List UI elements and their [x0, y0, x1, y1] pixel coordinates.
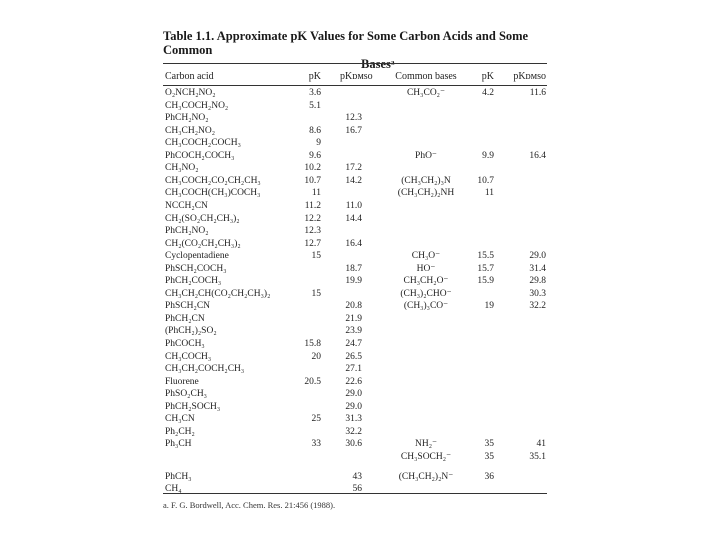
base-name: CH₃CH₂O⁻	[403, 276, 449, 287]
carbon-acid-pk: 3.6	[309, 88, 321, 98]
carbon-acid-pkdmso: 20.8	[345, 301, 362, 312]
base-name: (CH₃)₃CO⁻	[403, 301, 449, 312]
carbon-acid-pkdmso: 18.7	[345, 263, 362, 274]
carbon-acid-pkdmso: 56	[352, 484, 362, 495]
carbon-acid-pkdmso: 11.0	[345, 200, 362, 211]
header-pk-acid: pK	[308, 71, 321, 82]
carbon-acid-name: PhCH₂NO₂	[165, 113, 209, 124]
carbon-acid-pk: 12.7	[304, 238, 321, 249]
base-pk: 11	[484, 188, 494, 199]
carbon-acid-name: CH₃COCH(CH₃)COCH₃	[165, 188, 261, 199]
carbon-acid-pk: 33	[311, 439, 321, 450]
carbon-acid-pk: 15	[311, 288, 321, 299]
carbon-acid-name: Fluorene	[165, 376, 199, 387]
carbon-acid-pk: 8.6	[309, 125, 321, 136]
base-pk: 15.7	[477, 263, 494, 274]
carbon-acid-pkdmso: 23.9	[345, 326, 362, 337]
carbon-acid-name: CH₃COCH₂NO₂	[165, 100, 229, 111]
carbon-acid-pk: 20.5	[304, 376, 321, 387]
carbon-acid-name: CH₃CN	[165, 414, 195, 425]
base-pk: 35	[484, 439, 494, 450]
base-pk: 15.5	[477, 251, 494, 262]
carbon-acid-name: PhCH₂CN	[165, 313, 205, 324]
carbon-acid-pkdmso: 17.2	[345, 163, 362, 174]
carbon-acid-pkdmso: 12.3	[345, 113, 362, 124]
carbon-acid-name: CH₃COCH₂CO₂CH₂CH₃	[165, 175, 261, 186]
base-name: (CH₃CH₂)₃N	[401, 175, 451, 186]
carbon-acid-name: NCCH₂CN	[165, 200, 208, 211]
carbon-acid-pk: 10.7	[304, 175, 321, 186]
carbon-acid-pkdmso: 19.9	[345, 276, 362, 287]
base-pkdmso: 41	[536, 439, 546, 450]
carbon-acid-name: CH₃CH₂COCH₂CH₃	[165, 364, 245, 375]
carbon-acid-name: PhSO₂CH₃	[165, 389, 207, 400]
base-pkdmso: 11.6	[529, 88, 546, 98]
carbon-acid-name: PhCOCH₂COCH₃	[165, 150, 235, 161]
carbon-acid-pkdmso: 14.2	[345, 175, 362, 186]
carbon-acid-pkdmso: 31.3	[345, 414, 362, 425]
carbon-acid-pk: 10.2	[304, 163, 321, 174]
caption-line-1: Table 1.1. Approximate pK Values for Some Carbon Acids and Some Common	[163, 29, 529, 57]
base-name: (CH₃)₂CHO⁻	[400, 288, 452, 299]
carbon-acid-pk: 11.2	[304, 200, 321, 211]
carbon-acid-name: CH₃COCH₃	[165, 351, 212, 362]
carbon-acid-pkdmso: 30.6	[345, 439, 362, 450]
base-pkdmso: 29.8	[529, 276, 546, 287]
base-name: HO⁻	[416, 263, 436, 274]
carbon-acid-name: CH₃CH₂CH(CO₂CH₂CH₃)₂	[165, 288, 271, 299]
carbon-acid-name: CH₃CH₂NO₂	[165, 125, 216, 136]
carbon-acid-name: Ph₂CH₂	[165, 426, 195, 437]
base-pk: 9.9	[482, 150, 494, 161]
carbon-acid-pkdmso: 43	[352, 471, 362, 482]
carbon-acid-pkdmso: 14.4	[345, 213, 362, 224]
carbon-acid-name: O₂NCH₂NO₂	[165, 88, 216, 98]
footnote: a. F. G. Bordwell, Acc. Chem. Res. 21:456 (1988).	[163, 500, 336, 510]
base-pk: 4.2	[482, 88, 494, 98]
base-pkdmso: 29.0	[529, 251, 546, 262]
carbon-acid-pk: 20	[311, 351, 321, 362]
carbon-acid-name: PhCH₃	[165, 471, 192, 482]
carbon-acid-name: CH₃COCH₂COCH₃	[165, 138, 241, 149]
carbon-acid-name: Cyclopentadiene	[165, 251, 229, 262]
carbon-acid-pkdmso: 29.0	[345, 389, 362, 400]
header-common-bases: Common bases	[395, 71, 457, 82]
carbon-acid-pkdmso: 27.1	[345, 364, 362, 375]
base-name: CH₃CO₂⁻	[406, 88, 446, 98]
carbon-acid-name: PhCH₂NO₂	[165, 226, 209, 237]
base-pkdmso: 31.4	[529, 263, 546, 274]
base-name: PhO⁻	[415, 150, 437, 161]
carbon-acid-pk: 12.2	[304, 213, 321, 224]
carbon-acid-pk: 15	[311, 251, 321, 262]
caption-line-2: Basesᵃ	[361, 57, 395, 71]
base-name: CH₃O⁻	[411, 251, 441, 262]
carbon-acid-pkdmso: 22.6	[345, 376, 362, 387]
base-pk: 15.9	[477, 276, 494, 287]
carbon-acid-name: PhSCH₂CN	[165, 301, 211, 312]
top-rule	[163, 63, 547, 64]
carbon-acid-pk: 25	[311, 414, 321, 425]
carbon-acid-name: PhCH₂COCH₃	[165, 276, 222, 287]
carbon-acid-name: CH₃NO₂	[165, 163, 199, 174]
base-pkdmso: 32.2	[529, 301, 546, 312]
carbon-acid-pk: 11	[311, 188, 321, 199]
carbon-acid-pkdmso: 21.9	[345, 313, 362, 324]
base-pkdmso: 16.4	[529, 150, 546, 161]
carbon-acid-pkdmso: 26.5	[345, 351, 362, 362]
base-name: (CH₃CH₂)₂NH	[397, 188, 455, 199]
header-pkdmso-base: pKᴅᴍsᴏ	[513, 71, 546, 82]
carbon-acid-name: Ph₃CH	[165, 439, 192, 450]
carbon-acid-name: (PhCH₂)₂SO₂	[165, 326, 217, 337]
carbon-acid-name: PhCOCH₃	[165, 339, 205, 349]
base-pkdmso: 35.1	[529, 451, 546, 462]
header-carbon-acid: Carbon acid	[165, 71, 214, 82]
carbon-acid-name: CH₄	[165, 484, 182, 495]
base-name: (CH₃CH₂)₂N⁻	[398, 471, 454, 482]
header-pkdmso-acid: pKᴅᴍsᴏ	[340, 71, 373, 82]
base-pk: 10.7	[477, 175, 494, 186]
carbon-acid-pk: 15.8	[304, 339, 321, 349]
carbon-acid-pkdmso: 16.7	[345, 125, 362, 136]
table-caption	[163, 29, 563, 71]
carbon-acid-pk: 5.1	[309, 100, 321, 111]
carbon-acid-pkdmso: 29.0	[345, 401, 362, 412]
carbon-acid-name: CH₂(SO₂CH₂CH₃)₂	[165, 213, 240, 224]
base-pk: 36	[484, 471, 494, 482]
header-rule	[163, 85, 547, 86]
carbon-acid-pkdmso: 16.4	[345, 238, 362, 249]
carbon-acid-pkdmso: 32.2	[345, 426, 362, 437]
carbon-acid-pkdmso: 24.7	[345, 339, 362, 349]
carbon-acid-pk: 9	[316, 138, 321, 149]
carbon-acid-name: PhSCH₂COCH₃	[165, 263, 227, 274]
bottom-rule	[163, 493, 547, 494]
base-pk: 35	[484, 451, 494, 462]
carbon-acid-pk: 9.6	[309, 150, 321, 161]
base-pk: 19	[484, 301, 494, 312]
carbon-acid-name: PhCH₂SOCH₃	[165, 401, 221, 412]
carbon-acid-pk: 12.3	[304, 226, 321, 237]
base-name: NH₂⁻	[414, 439, 438, 450]
base-name: CH₃SOCH₂⁻	[400, 451, 452, 462]
header-pk-base: pK	[481, 71, 494, 82]
carbon-acid-name: CH₂(CO₂CH₂CH₃)₂	[165, 238, 241, 249]
base-pkdmso: 30.3	[529, 288, 546, 299]
